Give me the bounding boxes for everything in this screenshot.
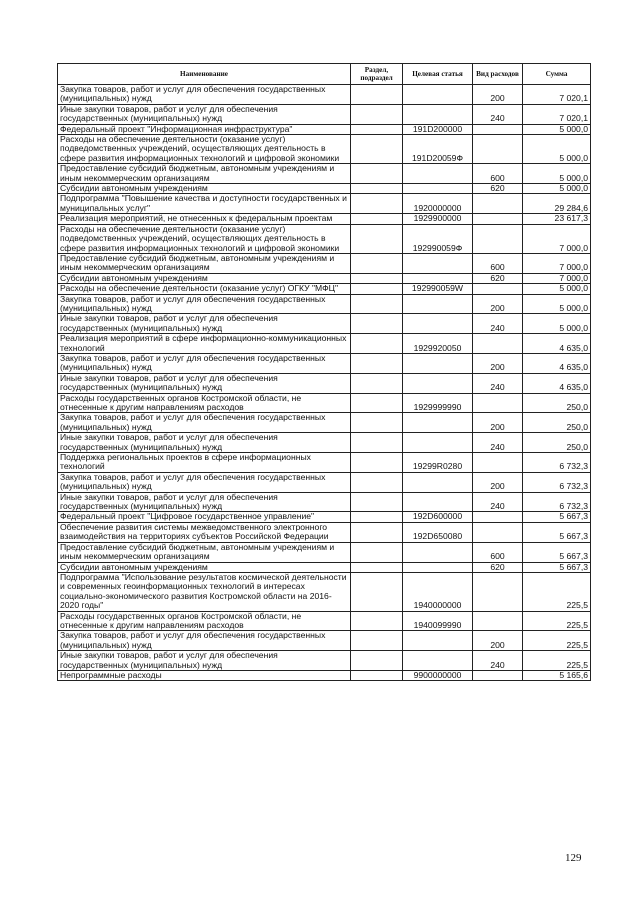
- cell-sum: 7 000,0: [523, 253, 591, 273]
- cell-section: [351, 542, 403, 562]
- cell-sum: 7 020,1: [523, 85, 591, 105]
- table-body: [58, 85, 591, 681]
- table-row: [58, 492, 591, 512]
- cell-sum: 6 732,3: [523, 492, 591, 512]
- cell-section: [351, 453, 403, 473]
- cell-expense-type: 240: [473, 373, 523, 393]
- cell-sum: 225,5: [523, 611, 591, 631]
- header-sum: Сумма: [523, 64, 591, 85]
- cell-sum: 6 732,3: [523, 472, 591, 492]
- cell-expense-type: 600: [473, 253, 523, 273]
- cell-section: [351, 284, 403, 294]
- cell-target: 191D20059Ф: [403, 135, 473, 164]
- table-row: [58, 373, 591, 393]
- cell-section: [351, 273, 403, 283]
- cell-section: [351, 522, 403, 542]
- cell-sum: 7 000,0: [523, 273, 591, 283]
- table-row: [58, 670, 591, 680]
- cell-target: 1929920050: [403, 334, 473, 354]
- cell-expense-type: 240: [473, 104, 523, 124]
- cell-sum: 5 000,0: [523, 284, 591, 294]
- cell-target: 9900000000: [403, 670, 473, 680]
- cell-section: [351, 253, 403, 273]
- cell-target: [403, 542, 473, 562]
- cell-name: Расходы на обеспечение деятельности (оказание услуг) подведомственных учреждений, осуществляющих деятельность в сфере развития информационных технологий и цифровой экономики: [58, 224, 351, 253]
- cell-target: [403, 472, 473, 492]
- cell-name: Предоставление субсидий бюджетным, автономным учреждениям и иным некоммерческим организациям: [58, 164, 351, 184]
- cell-expense-type: [473, 124, 523, 134]
- cell-name: Иные закупки товаров, работ и услуг для обеспечения государственных (муниципальных) нужд: [58, 373, 351, 393]
- cell-section: [351, 353, 403, 373]
- cell-target: [403, 353, 473, 373]
- cell-target: [403, 631, 473, 651]
- table-row: [58, 294, 591, 314]
- cell-expense-type: 600: [473, 164, 523, 184]
- header-expense-type: Вид расходов: [473, 64, 523, 85]
- table-row: [58, 433, 591, 453]
- cell-expense-type: 240: [473, 433, 523, 453]
- cell-name: Закупка товаров, работ и услуг для обеспечения государственных (муниципальных) нужд: [58, 472, 351, 492]
- header-target: Целевая статья: [403, 64, 473, 85]
- table-row: [58, 393, 591, 413]
- cell-expense-type: [473, 334, 523, 354]
- cell-sum: 7 000,0: [523, 224, 591, 253]
- cell-expense-type: [473, 214, 523, 224]
- table-row: [58, 194, 591, 214]
- cell-name: Поддержка региональных проектов в сфере информационных технологий: [58, 453, 351, 473]
- table-row: [58, 164, 591, 184]
- table-row: [58, 284, 591, 294]
- table-row: [58, 314, 591, 334]
- cell-name: Субсидии автономным учреждениям: [58, 562, 351, 572]
- table-row: [58, 353, 591, 373]
- cell-target: [403, 273, 473, 283]
- cell-expense-type: 200: [473, 294, 523, 314]
- cell-expense-type: [473, 512, 523, 522]
- table-row: [58, 651, 591, 671]
- cell-name: Предоставление субсидий бюджетным, автономным учреждениям и иным некоммерческим организациям: [58, 542, 351, 562]
- cell-sum: 5 000,0: [523, 184, 591, 194]
- cell-section: [351, 611, 403, 631]
- cell-section: [351, 314, 403, 334]
- cell-target: 192990059W: [403, 284, 473, 294]
- cell-sum: 250,0: [523, 393, 591, 413]
- table-row: [58, 453, 591, 473]
- cell-section: [351, 651, 403, 671]
- cell-name: Иные закупки товаров, работ и услуг для обеспечения государственных (муниципальных) нужд: [58, 492, 351, 512]
- cell-name: Реализация мероприятий, не отнесенных к федеральным проектам: [58, 214, 351, 224]
- cell-target: [403, 651, 473, 671]
- cell-expense-type: 620: [473, 273, 523, 283]
- cell-expense-type: [473, 224, 523, 253]
- cell-section: [351, 104, 403, 124]
- cell-target: [403, 85, 473, 105]
- cell-section: [351, 334, 403, 354]
- cell-target: [403, 294, 473, 314]
- cell-section: [351, 224, 403, 253]
- cell-expense-type: [473, 453, 523, 473]
- cell-target: [403, 492, 473, 512]
- cell-sum: 225,5: [523, 631, 591, 651]
- table-row: [58, 522, 591, 542]
- cell-target: [403, 253, 473, 273]
- cell-sum: 6 732,3: [523, 453, 591, 473]
- table-row: [58, 273, 591, 283]
- cell-expense-type: 200: [473, 413, 523, 433]
- cell-sum: 5 667,3: [523, 562, 591, 572]
- cell-name: Непрограммные расходы: [58, 670, 351, 680]
- cell-target: 192D650080: [403, 522, 473, 542]
- cell-target: [403, 104, 473, 124]
- cell-target: 1929900000: [403, 214, 473, 224]
- table-row: [58, 104, 591, 124]
- cell-target: 192D600000: [403, 512, 473, 522]
- cell-name: Закупка товаров, работ и услуг для обеспечения государственных (муниципальных) нужд: [58, 353, 351, 373]
- cell-expense-type: 200: [473, 353, 523, 373]
- table-row: [58, 472, 591, 492]
- cell-name: Иные закупки товаров, работ и услуг для обеспечения государственных (муниципальных) нужд: [58, 433, 351, 453]
- cell-target: 1940000000: [403, 572, 473, 611]
- cell-expense-type: 200: [473, 631, 523, 651]
- cell-section: [351, 184, 403, 194]
- cell-name: Закупка товаров, работ и услуг для обеспечения государственных (муниципальных) нужд: [58, 413, 351, 433]
- cell-section: [351, 164, 403, 184]
- cell-expense-type: 200: [473, 85, 523, 105]
- cell-section: [351, 413, 403, 433]
- cell-section: [351, 294, 403, 314]
- cell-name: Расходы государственных органов Костромской области, не отнесенные к другим направлениям расходов: [58, 611, 351, 631]
- cell-sum: 250,0: [523, 433, 591, 453]
- table-row: [58, 512, 591, 522]
- cell-expense-type: [473, 572, 523, 611]
- cell-section: [351, 562, 403, 572]
- cell-section: [351, 85, 403, 105]
- cell-expense-type: [473, 670, 523, 680]
- cell-target: [403, 413, 473, 433]
- header-section: Раздел, подраздел: [351, 64, 403, 85]
- cell-sum: 5 667,3: [523, 542, 591, 562]
- cell-name: Подпрограмма "Использование результатов космической деятельности и современных геоинформационных технологий в интересах социально-экономического развития Костромской области на 2016-2020 годы": [58, 572, 351, 611]
- cell-section: [351, 373, 403, 393]
- cell-sum: 5 165,6: [523, 670, 591, 680]
- cell-target: 191D200000: [403, 124, 473, 134]
- cell-name: Расходы государственных органов Костромской области, не отнесенные к другим направлениям расходов: [58, 393, 351, 413]
- cell-expense-type: [473, 194, 523, 214]
- cell-section: [351, 492, 403, 512]
- table-header-row: [58, 64, 591, 85]
- cell-name: Расходы на обеспечение деятельности (оказание услуг) ОГКУ "МФЦ": [58, 284, 351, 294]
- cell-target: [403, 433, 473, 453]
- cell-expense-type: 600: [473, 542, 523, 562]
- cell-expense-type: 620: [473, 184, 523, 194]
- cell-target: 1940099990: [403, 611, 473, 631]
- table-row: [58, 611, 591, 631]
- table-row: [58, 224, 591, 253]
- cell-name: Обеспечение развития системы межведомственного электронного взаимодействия на территориях субъектов Российской Федерации: [58, 522, 351, 542]
- expenditure-table: [57, 63, 591, 681]
- cell-sum: 23 617,3: [523, 214, 591, 224]
- cell-sum: 225,5: [523, 651, 591, 671]
- cell-section: [351, 512, 403, 522]
- table-row: [58, 572, 591, 611]
- cell-sum: 225,5: [523, 572, 591, 611]
- cell-sum: 5 667,3: [523, 522, 591, 542]
- cell-expense-type: 240: [473, 651, 523, 671]
- cell-name: Реализация мероприятий в сфере информационно-коммуникационных технологий: [58, 334, 351, 354]
- table-row: [58, 135, 591, 164]
- cell-name: Закупка товаров, работ и услуг для обеспечения государственных (муниципальных) нужд: [58, 631, 351, 651]
- cell-section: [351, 214, 403, 224]
- cell-sum: 4 635,0: [523, 334, 591, 354]
- cell-target: 192990059Ф: [403, 224, 473, 253]
- cell-section: [351, 393, 403, 413]
- cell-sum: 5 000,0: [523, 135, 591, 164]
- cell-expense-type: [473, 135, 523, 164]
- cell-sum: 5 000,0: [523, 314, 591, 334]
- cell-sum: 7 020,1: [523, 104, 591, 124]
- cell-expense-type: [473, 522, 523, 542]
- table-row: [58, 253, 591, 273]
- table-row: [58, 413, 591, 433]
- cell-sum: 29 284,6: [523, 194, 591, 214]
- cell-name: Иные закупки товаров, работ и услуг для обеспечения государственных (муниципальных) нужд: [58, 314, 351, 334]
- cell-section: [351, 433, 403, 453]
- cell-sum: 5 000,0: [523, 164, 591, 184]
- cell-name: Федеральный проект "Информационная инфраструктура": [58, 124, 351, 134]
- cell-expense-type: [473, 393, 523, 413]
- table-row: [58, 214, 591, 224]
- cell-section: [351, 194, 403, 214]
- cell-section: [351, 631, 403, 651]
- cell-section: [351, 670, 403, 680]
- cell-expense-type: 200: [473, 472, 523, 492]
- table-row: [58, 334, 591, 354]
- cell-target: 1929999990: [403, 393, 473, 413]
- cell-name: Закупка товаров, работ и услуг для обеспечения государственных (муниципальных) нужд: [58, 85, 351, 105]
- cell-sum: 5 000,0: [523, 294, 591, 314]
- cell-name: Субсидии автономным учреждениям: [58, 273, 351, 283]
- cell-target: [403, 373, 473, 393]
- cell-name: Иные закупки товаров, работ и услуг для обеспечения государственных (муниципальных) нужд: [58, 651, 351, 671]
- cell-name: Расходы на обеспечение деятельности (оказание услуг) подведомственных учреждений, осуществляющих деятельность в сфере развития информационных технологий и цифровой экономики: [58, 135, 351, 164]
- table-row: [58, 631, 591, 651]
- cell-name: Подпрограмма "Повышение качества и доступности государственных и муниципальных услуг": [58, 194, 351, 214]
- cell-section: [351, 572, 403, 611]
- cell-target: [403, 164, 473, 184]
- table-row: [58, 542, 591, 562]
- header-name: Наименование: [58, 64, 351, 85]
- page-number: 129: [565, 852, 582, 864]
- document-page: [57, 63, 590, 681]
- cell-sum: 4 635,0: [523, 373, 591, 393]
- cell-sum: 5 000,0: [523, 124, 591, 134]
- cell-name: Иные закупки товаров, работ и услуг для обеспечения государственных (муниципальных) нужд: [58, 104, 351, 124]
- cell-section: [351, 472, 403, 492]
- cell-section: [351, 135, 403, 164]
- cell-sum: 250,0: [523, 413, 591, 433]
- cell-expense-type: 240: [473, 492, 523, 512]
- cell-sum: 4 635,0: [523, 353, 591, 373]
- cell-target: 19299R0280: [403, 453, 473, 473]
- cell-name: Закупка товаров, работ и услуг для обеспечения государственных (муниципальных) нужд: [58, 294, 351, 314]
- cell-expense-type: [473, 284, 523, 294]
- cell-expense-type: [473, 611, 523, 631]
- cell-name: Федеральный проект "Цифровое государственное управление": [58, 512, 351, 522]
- cell-section: [351, 124, 403, 134]
- table-row: [58, 184, 591, 194]
- cell-name: Предоставление субсидий бюджетным, автономным учреждениям и иным некоммерческим организациям: [58, 253, 351, 273]
- cell-target: 1920000000: [403, 194, 473, 214]
- cell-target: [403, 562, 473, 572]
- cell-expense-type: 620: [473, 562, 523, 572]
- table-row: [58, 85, 591, 105]
- cell-sum: 5 667,3: [523, 512, 591, 522]
- cell-target: [403, 314, 473, 334]
- table-row: [58, 124, 591, 134]
- cell-expense-type: 240: [473, 314, 523, 334]
- cell-name: Субсидии автономным учреждениям: [58, 184, 351, 194]
- cell-target: [403, 184, 473, 194]
- table-row: [58, 562, 591, 572]
